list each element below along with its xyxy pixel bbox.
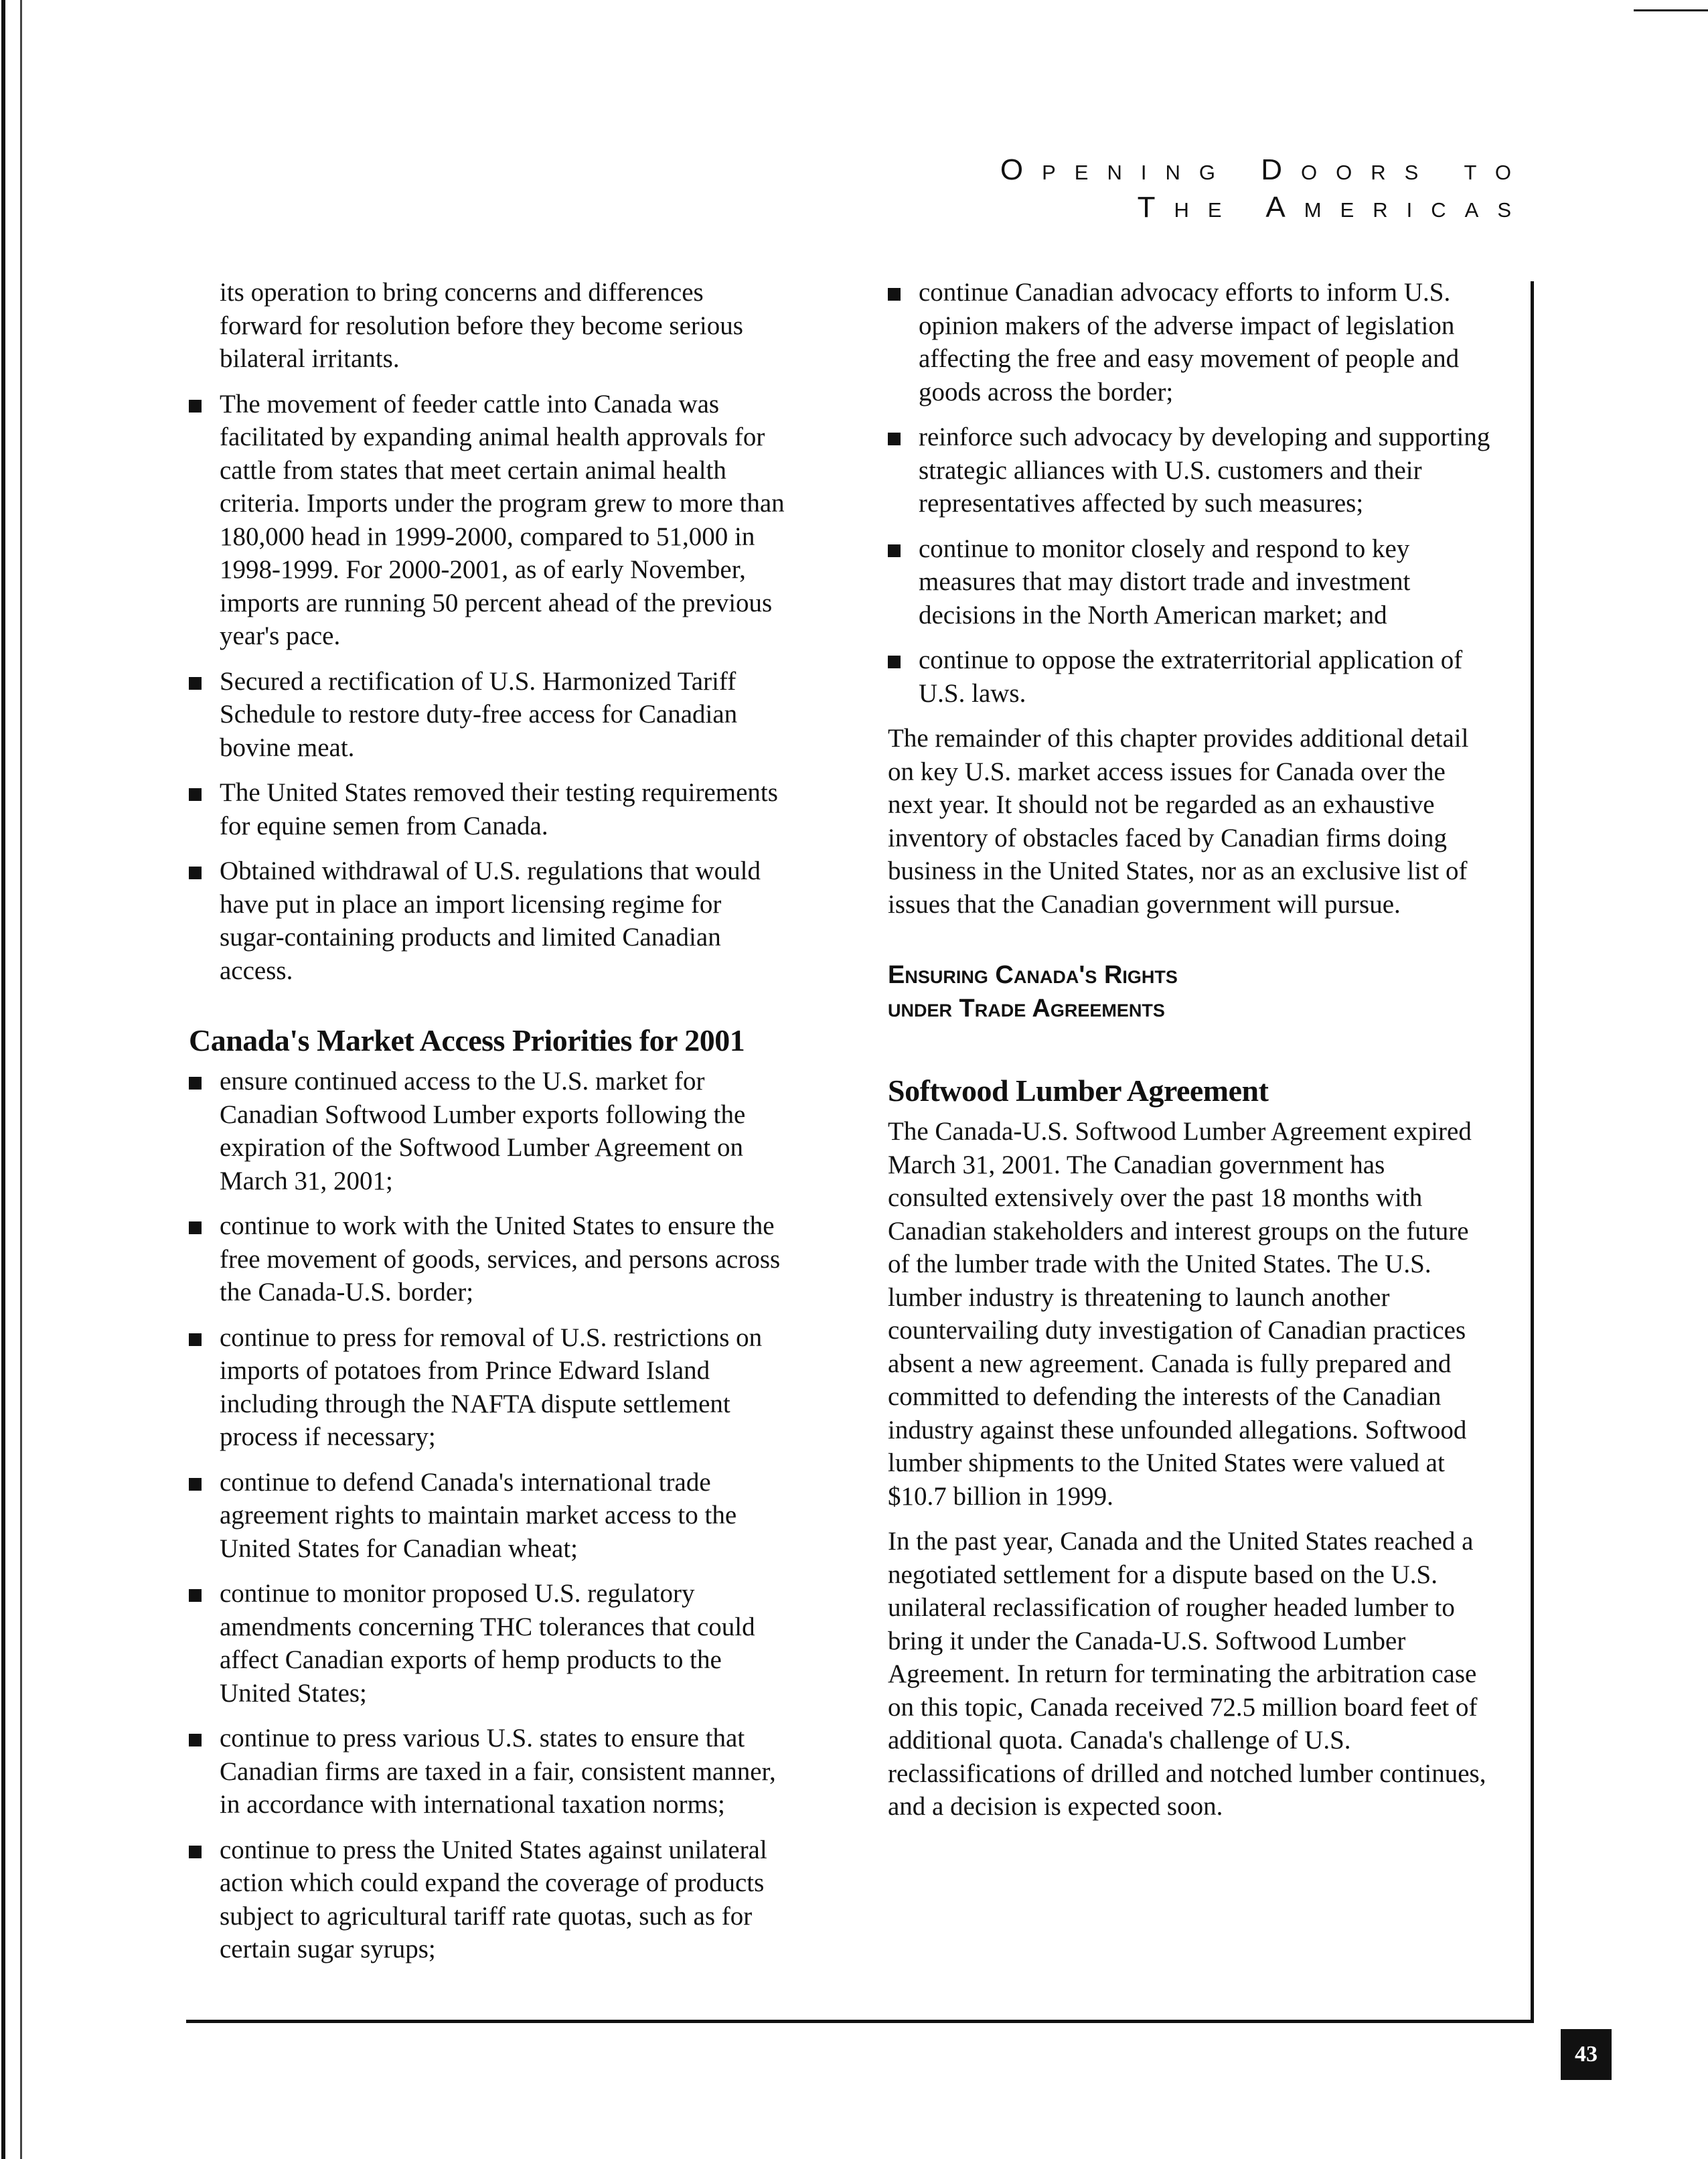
softwood-paragraph-2: In the past year, Canada and the United States reached a negotiated settlement for a dispute based on the U.S. unilateral reclassification of rougher headed lumber to bring it under the Canada-U.S. Softwood Lumber Agreement. In return for terminating the arbitration case on this topic, Canada received 72.5 million board feet of additional quota. Canada's challenge of U.S. reclassifications of drilled and notched lumber continues, and a decision is expected soon. bbox=[888, 1527, 1486, 1821]
bottom-rule bbox=[186, 2020, 1534, 2023]
scan-left-edge-inner bbox=[20, 0, 22, 2159]
bullet-square-icon bbox=[189, 677, 202, 690]
bullet-square-icon bbox=[189, 1333, 202, 1346]
running-header-line-2: The Americas bbox=[1137, 191, 1530, 224]
list-item: continue to defend Canada's international trade agreement rights to maintain market access to the United States for Canadian wheat; bbox=[189, 1466, 791, 1566]
bullet-square-icon bbox=[888, 656, 901, 668]
bullet-square-icon bbox=[189, 1589, 202, 1602]
continued-paragraph: its operation to bring concerns and differences forward for resolution before they become serious bilateral irritants. bbox=[220, 278, 743, 373]
list-item: The United States removed their testing requirements for equine semen from Canada. bbox=[189, 776, 791, 842]
list-item: Obtained withdrawal of U.S. regulations that would have put in place an import licensing regime for sugar-containing products and limited Canadian access. bbox=[189, 854, 791, 987]
bullet-square-icon bbox=[888, 544, 901, 557]
section-heading-rights bbox=[888, 958, 1490, 1025]
bullet-square-icon bbox=[189, 1077, 202, 1090]
list-item: continue to monitor closely and respond to key measures that may distort trade and investment decisions in the North American market; and bbox=[888, 532, 1490, 632]
bullet-square-icon bbox=[189, 1734, 202, 1746]
left-column bbox=[189, 276, 791, 1978]
list-item: continue to work with the United States to ensure the free movement of goods, services, and persons across the Canada-U.S. border; bbox=[189, 1209, 791, 1309]
scan-left-edge bbox=[1, 0, 5, 2159]
right-column bbox=[888, 276, 1490, 1836]
bullet-square-icon bbox=[888, 433, 901, 445]
bullet-square-icon bbox=[189, 400, 202, 413]
running-header-line-1: Opening Doors to bbox=[1000, 153, 1530, 186]
bullet-square-icon bbox=[189, 1478, 202, 1491]
bullet-square-icon bbox=[189, 1846, 202, 1858]
section-heading-rights-line-2: under Trade Agreements bbox=[888, 994, 1165, 1023]
page-number: 43 bbox=[1561, 2029, 1612, 2080]
section-heading-rights-line-1: Ensuring Canada's Rights bbox=[888, 961, 1178, 989]
bullet-square-icon bbox=[189, 1221, 202, 1234]
list-item: continue to oppose the extraterritorial application of U.S. laws. bbox=[888, 644, 1490, 710]
list-item: The movement of feeder cattle into Canada was facilitated by expanding animal health approvals for cattle from states that meet certain animal health criteria. Imports under the program grew to more than 180,000 head in 1999-2000, compared to 51,000 in 1998-1999. For 2000-2001, as of early November, imports are running 50 percent ahead of the previous year's pace. bbox=[189, 388, 791, 653]
list-item: continue to press various U.S. states to ensure that Canadian firms are taxed in a fair, consistent manner, in accordance with international taxation norms; bbox=[189, 1722, 791, 1821]
bullet-square-icon bbox=[189, 867, 202, 879]
scan-top-right-line bbox=[1634, 9, 1708, 11]
softwood-paragraph-1: The Canada-U.S. Softwood Lumber Agreement expired March 31, 2001. The Canadian government has consulted extensively over the past 18 months with Canadian stakeholders and interest groups on the future of the lumber trade with the United States. The U.S. lumber industry is threatening to launch another countervailing duty investigation of Canadian practices absent a new agreement. Canada is fully prepared and committed to defending the interests of the Canadian industry against these unfounded allegations. Softwood lumber shipments to the United States were valued at $10.7 billion in 1999. bbox=[888, 1117, 1472, 1511]
bullet-square-icon bbox=[888, 288, 901, 301]
subheading-softwood-lumber: Softwood Lumber Agreement bbox=[888, 1073, 1269, 1108]
list-item: continue to monitor proposed U.S. regulatory amendments concerning THC tolerances that could affect Canadian exports of hemp products to the United States; bbox=[189, 1577, 791, 1710]
vertical-rule bbox=[1531, 281, 1534, 2022]
section-heading-priorities: Canada's Market Access Priorities for 2001 bbox=[189, 1023, 745, 1057]
bullet-square-icon bbox=[189, 788, 202, 801]
list-item: ensure continued access to the U.S. market for Canadian Softwood Lumber exports following the expiration of the Softwood Lumber Agreement on March 31, 2001; bbox=[189, 1065, 791, 1197]
list-item: continue to press the United States against unilateral action which could expand the coverage of products subject to agricultural tariff rate quotas, such as for certain sugar syrups; bbox=[189, 1834, 791, 1966]
running-header bbox=[1000, 151, 1530, 226]
list-item: continue to press for removal of U.S. restrictions on imports of potatoes from Prince Edward Island including through the NAFTA dispute settlement process if necessary; bbox=[189, 1321, 791, 1454]
list-item: continue Canadian advocacy efforts to inform U.S. opinion makers of the adverse impact of legislation affecting the free and easy movement of people and goods across the border; bbox=[888, 276, 1490, 408]
list-item: reinforce such advocacy by developing and supporting strategic alliances with U.S. customers and their representatives affected by such measures; bbox=[888, 421, 1490, 520]
list-item: Secured a rectification of U.S. Harmonized Tariff Schedule to restore duty-free access for Canadian bovine meat. bbox=[189, 665, 791, 765]
chapter-remainder-paragraph: The remainder of this chapter provides additional detail on key U.S. market access issues for Canada over the next year. It should not be regarded as an exhaustive inventory of obstacles faced by Canadian firms doing business in the United States, nor as an exclusive list of issues that the Canadian government will pursue. bbox=[888, 724, 1469, 919]
